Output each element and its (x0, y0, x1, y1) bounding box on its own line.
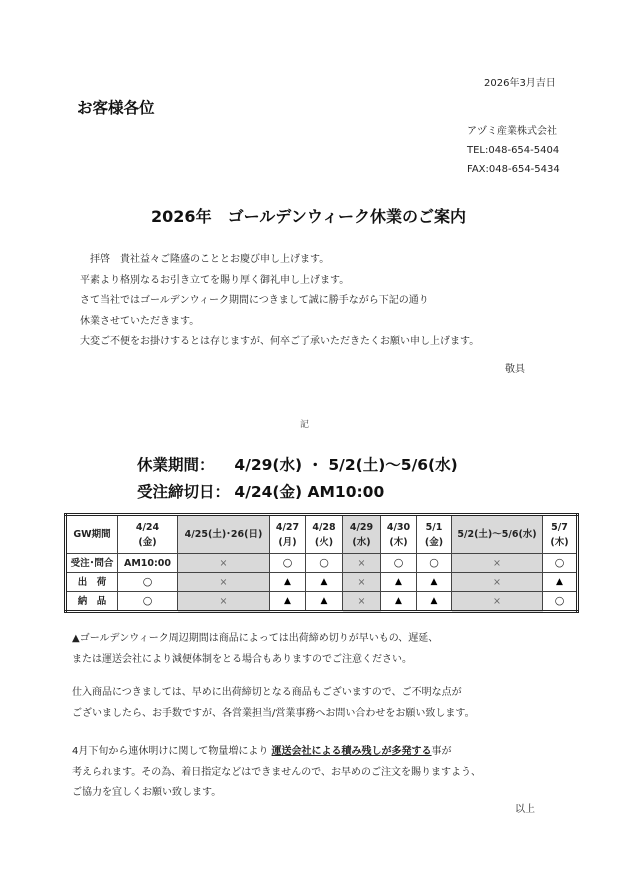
table-cell (178, 592, 270, 612)
limited-mark: ▲ (395, 596, 402, 606)
limited-mark: ▲ (284, 596, 291, 606)
available-mark: ○ (282, 556, 293, 569)
holiday-period (137, 452, 458, 479)
closed-mark: × (219, 595, 228, 607)
table-cell (543, 573, 578, 592)
greeting-line: 平素より格別なるお引き立てを賜り厚く御礼申し上げます。 (80, 274, 350, 286)
note-line: ▲ゴールデンウィーク周辺期間は商品によっては出荷締め切りが早いもの、遅延、 (72, 633, 439, 644)
closed-mark: × (357, 595, 366, 607)
note-text: 事が (431, 746, 452, 757)
note-line: 考えられます。その為、着日指定などはできませんので、お早めのご注文を賜りますよう、 (72, 766, 481, 778)
closed-mark: × (493, 595, 501, 607)
sender-block (467, 122, 560, 179)
table-cell (118, 592, 178, 612)
greeting-paragraph (80, 250, 479, 353)
closed-mark: × (357, 576, 366, 588)
column-weekday: (水) (352, 536, 371, 548)
row-label: 納 品 (66, 592, 118, 612)
order-deadline-value: 4/24(金) AM10:00 (234, 483, 385, 501)
table-cell (306, 554, 343, 573)
available-mark: ○ (142, 594, 153, 607)
holiday-period-label: 休業期間： (137, 456, 215, 474)
limited-mark: ▲ (320, 577, 328, 587)
column-date: 4/27 (275, 521, 300, 533)
key-dates (137, 452, 458, 506)
row-label: 受注･問合 (66, 554, 118, 573)
column-date: 4/30 (386, 521, 411, 533)
available-mark: ○ (319, 556, 329, 569)
closing-ijo: 以上 (515, 804, 535, 815)
note-volume-increase (72, 742, 481, 804)
column-header (417, 515, 452, 554)
note-line: ご協力を宜しくお願い致します。 (72, 787, 222, 798)
column-header (381, 515, 417, 554)
table-cell (417, 592, 452, 612)
greeting-line: 拝啓 貴社益々ご隆盛のこととお慶び申し上げます。 (80, 254, 330, 265)
greeting-line: 休業させていただきます。 (80, 315, 200, 327)
table-cell (343, 592, 381, 612)
table-corner-label: GW期間 (66, 515, 118, 554)
column-header (343, 515, 381, 554)
limited-mark: ▲ (284, 577, 291, 587)
note-line: ございましたら、お手数ですが、各営業担当/営業事務へお問い合わせをお願い致します。 (72, 707, 475, 719)
company-name: アヅミ産業株式会社 (467, 126, 557, 137)
addressee: お客様各位 (77, 99, 155, 117)
table-cell (306, 573, 343, 592)
table-cell (343, 554, 381, 573)
column-date: 5/2(土)～5/6(水) (457, 529, 537, 540)
available-mark: ○ (393, 556, 404, 569)
column-weekday: (木) (389, 536, 408, 548)
column-header (306, 515, 343, 554)
column-weekday: (金) (424, 536, 444, 548)
note-line (72, 742, 481, 763)
table-cell (306, 592, 343, 612)
table-row (66, 592, 578, 612)
ki-marker: 記 (300, 420, 310, 430)
table-cell (178, 554, 270, 573)
closing-keigu: 敬具 (505, 364, 525, 375)
column-weekday: (金) (138, 536, 157, 548)
table-cell (452, 592, 543, 612)
note-purchased-goods (72, 683, 475, 724)
table-cell (417, 573, 452, 592)
gw-schedule-table (64, 513, 579, 613)
limited-mark: ▲ (556, 577, 563, 587)
table-cell (270, 573, 306, 592)
document-title: 2026年 ゴールデンウィーク休業のご案内 (151, 207, 466, 226)
limited-mark: ▲ (430, 577, 438, 587)
note-text: 4月下旬から連休明けに関して物量増により (72, 746, 272, 757)
limited-mark: ▲ (430, 596, 438, 606)
table-cell (543, 554, 578, 573)
table-cell (381, 554, 417, 573)
available-mark: ○ (142, 575, 153, 588)
column-header (270, 515, 306, 554)
holiday-period-value: 4/29(水) ・ 5/2(土)～5/6(水) (234, 456, 458, 474)
table-cell (270, 554, 306, 573)
order-deadline (137, 479, 458, 506)
table-cell (381, 573, 417, 592)
column-header (452, 515, 543, 554)
closed-mark: × (357, 557, 366, 569)
column-weekday: (木) (550, 536, 569, 548)
limited-mark: ▲ (395, 577, 402, 587)
column-date: 4/29 (349, 521, 374, 533)
table-cell (178, 573, 270, 592)
column-header (118, 515, 178, 554)
column-date: 4/25(土)･26(日) (184, 529, 263, 540)
column-date: 4/28 (312, 521, 336, 533)
table-row (66, 554, 578, 573)
closed-mark: × (219, 557, 228, 569)
column-date: 5/7 (551, 521, 568, 533)
order-deadline-label: 受注締切日： (137, 483, 231, 501)
column-date: 5/1 (425, 521, 443, 533)
greeting-line: さて当社ではゴールデンウィーク期間につきまして誠に勝手ながら下記の通り (80, 295, 429, 306)
company-fax: FAX:048-654-5434 (467, 164, 560, 175)
table-cell (452, 573, 543, 592)
column-weekday: (月) (278, 536, 297, 548)
column-weekday: (火) (314, 536, 334, 548)
column-date: 4/24 (135, 521, 160, 533)
table-cell (417, 554, 452, 573)
cell-value: AM10:00 (123, 557, 172, 569)
table-cell (381, 592, 417, 612)
column-header (543, 515, 578, 554)
note-line: 仕入商品につきましては、早めに出荷締切となる商品もございますので、ご不明な点が (72, 687, 462, 698)
available-mark: ○ (554, 594, 565, 607)
table-row (66, 573, 578, 592)
table-cell (270, 592, 306, 612)
emphasis-text: 運送会社による積み残しが多発する (271, 746, 432, 757)
note-shipping-delay (72, 629, 438, 670)
closed-mark: × (219, 576, 228, 588)
available-mark: ○ (429, 556, 439, 569)
document-title-wrap (0, 204, 629, 227)
table-cell (543, 592, 578, 612)
available-mark: ○ (554, 556, 565, 569)
row-label: 出 荷 (66, 573, 118, 592)
greeting-line: 大変ご不便をお掛けするとは存じますが、何卒ご了承いただきたくお願い申し上げます。 (80, 336, 480, 347)
column-header (178, 515, 270, 554)
table-cell (452, 554, 543, 573)
issue-date: 2026年3月吉日 (484, 78, 556, 89)
table-cell (118, 573, 178, 592)
closed-mark: × (493, 576, 501, 588)
table-header-row (66, 515, 578, 554)
table-cell (118, 554, 178, 573)
table-cell (343, 573, 381, 592)
company-tel: TEL:048-654-5404 (467, 145, 560, 156)
note-line: または運送会社により減便体制をとる場合もありますのでご注意ください。 (72, 653, 412, 665)
limited-mark: ▲ (320, 596, 328, 606)
closed-mark: × (493, 557, 501, 569)
